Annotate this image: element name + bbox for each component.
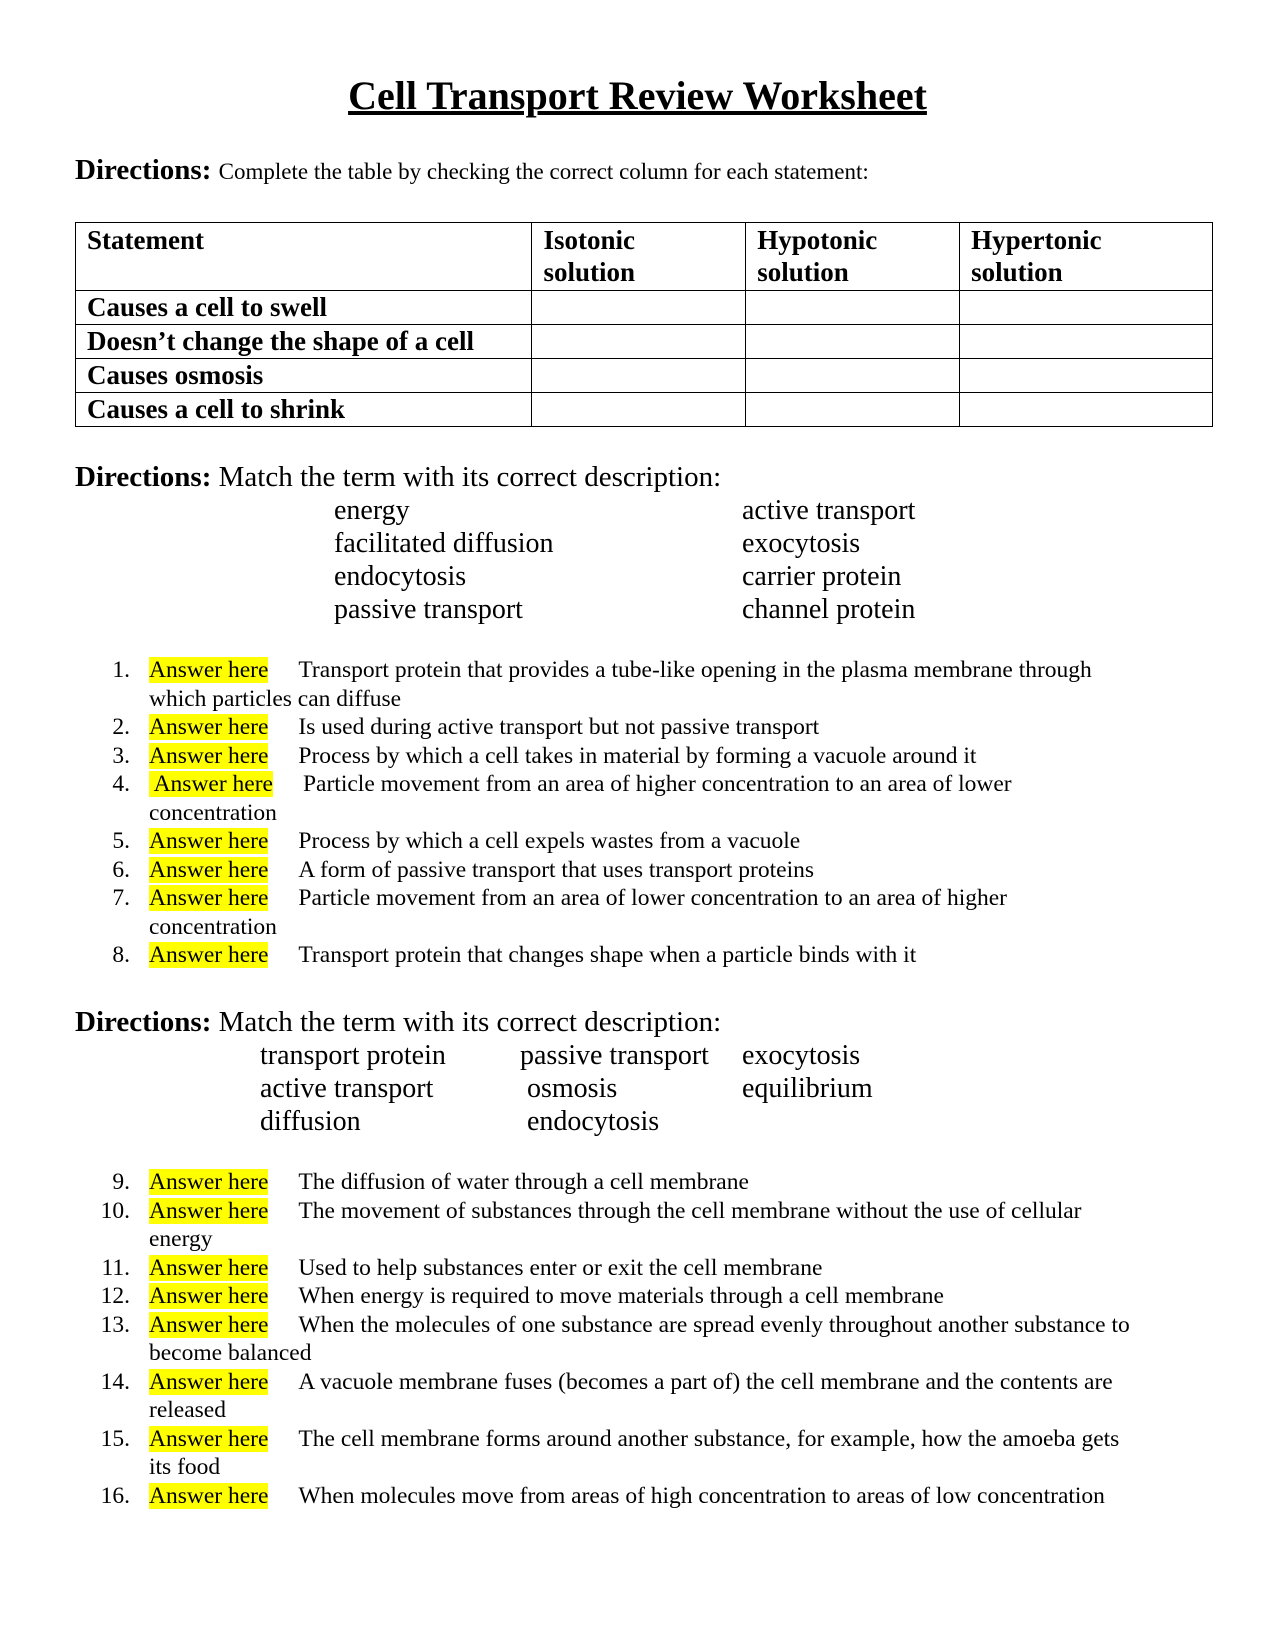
question-line (149, 941, 1205, 970)
question-list-2 (75, 1168, 1205, 1510)
question-line (149, 1311, 1205, 1340)
question-number: 14. (100, 1368, 130, 1395)
statement-cell: Causes osmosis (76, 359, 532, 393)
question-number: 11. (101, 1254, 130, 1281)
word-bank-term: channel protein (742, 594, 916, 625)
word-bank-term: active transport (260, 1073, 434, 1104)
word-bank-term: passive transport (334, 594, 523, 625)
question-list-1 (75, 656, 1205, 970)
directions-label: Directions: (75, 1006, 212, 1038)
hypotonic-check-cell[interactable] (746, 325, 960, 359)
directions-text: Match the term with its correct description: (218, 461, 722, 493)
answer-field[interactable]: Answer here (149, 771, 273, 797)
list-item (75, 770, 1205, 827)
question-description-continued: concentration (149, 913, 277, 940)
list-item (75, 1482, 1205, 1511)
question-line (149, 1425, 1205, 1454)
answer-field[interactable]: Answer here (149, 742, 269, 769)
word-bank-term: diffusion (260, 1106, 361, 1137)
word-bank-col2 (742, 494, 915, 626)
question-description: When the molecules of one substance are spread evenly throughout another substance to (298, 1311, 1130, 1338)
directions-label: Directions: (75, 154, 212, 186)
question-description: Process by which a cell takes in material by forming a vacuole around it (298, 742, 977, 769)
list-item (75, 656, 1205, 713)
question-number: 10. (100, 1197, 130, 1224)
directions-2 (75, 460, 721, 494)
question-description: A form of passive transport that uses transport proteins (298, 856, 815, 883)
hypotonic-check-cell[interactable] (746, 393, 960, 427)
question-line (149, 827, 1205, 856)
list-item (75, 856, 1205, 885)
list-item (75, 713, 1205, 742)
answer-field[interactable]: Answer here (149, 942, 269, 968)
question-number: 15. (100, 1425, 130, 1452)
question-number: 2. (112, 714, 130, 740)
answer-field[interactable]: Answer here (149, 1283, 269, 1309)
question-number: 12. (100, 1283, 130, 1309)
word-bank-col1 (260, 1039, 446, 1138)
question-description: The diffusion of water through a cell membrane (298, 1169, 749, 1195)
list-item (75, 1254, 1205, 1283)
header-statement: Statement (76, 223, 532, 291)
answer-field[interactable]: Answer here (149, 1368, 269, 1395)
word-bank-col1 (334, 494, 554, 626)
question-line (149, 1368, 1205, 1397)
word-bank-term: osmosis (527, 1073, 618, 1104)
table-row (76, 291, 1213, 325)
statement-cell: Doesn’t change the shape of a cell (76, 325, 532, 359)
question-description-continued: energy (149, 1226, 213, 1252)
question-description: Is used during active transport but not passive transport (298, 714, 820, 740)
header-hypotonic: Hypotonic solution (746, 223, 960, 291)
question-line (149, 1254, 1205, 1283)
answer-field[interactable]: Answer here (149, 1197, 269, 1224)
question-description: When molecules move from areas of high concentration to areas of low concentration (298, 1482, 1105, 1509)
question-description-continued: concentration (149, 799, 277, 826)
question-number: 3. (112, 742, 130, 769)
list-item (75, 827, 1205, 856)
question-description: Particle movement from an area of lower concentration to an area of higher (298, 885, 1008, 911)
hypertonic-check-cell[interactable] (960, 359, 1213, 393)
question-description: Particle movement from an area of higher concentration to an area of lower (302, 771, 1012, 797)
answer-field[interactable]: Answer here (149, 856, 269, 883)
word-bank-col3 (742, 1039, 873, 1105)
question-line (149, 742, 1205, 771)
word-bank-term: endocytosis (527, 1106, 660, 1137)
statement-cell: Causes a cell to swell (76, 291, 532, 325)
answer-field[interactable]: Answer here (149, 1425, 269, 1452)
hypertonic-check-cell[interactable] (960, 291, 1213, 325)
question-number: 7. (112, 885, 130, 911)
hypertonic-check-cell[interactable] (960, 393, 1213, 427)
hypotonic-check-cell[interactable] (746, 359, 960, 393)
list-item (75, 1168, 1205, 1197)
question-number: 5. (112, 828, 130, 854)
answer-field[interactable]: Answer here (149, 828, 269, 854)
question-line (149, 1282, 1205, 1311)
list-item (75, 1197, 1205, 1254)
question-number: 13. (100, 1311, 130, 1338)
question-number: 4. (112, 771, 130, 797)
directions-3 (75, 1005, 721, 1039)
list-item (75, 742, 1205, 771)
isotonic-check-cell[interactable] (532, 325, 746, 359)
word-bank-term: equilibrium (742, 1073, 873, 1104)
solution-table (75, 222, 1213, 427)
question-line (149, 656, 1205, 685)
answer-field[interactable]: Answer here (149, 1482, 269, 1509)
question-description: When energy is required to move materials through a cell membrane (298, 1283, 944, 1309)
list-item (75, 1425, 1205, 1482)
directions-1 (75, 153, 869, 189)
question-number: 8. (112, 942, 130, 968)
question-description-continued: which particles can diffuse (149, 685, 402, 712)
question-description-continued: released (149, 1397, 226, 1423)
list-item (75, 884, 1205, 941)
table-row (76, 393, 1213, 427)
isotonic-check-cell[interactable] (532, 393, 746, 427)
question-number: 6. (112, 856, 130, 883)
list-item (75, 1311, 1205, 1368)
header-hypertonic: Hypertonic solution (960, 223, 1213, 291)
question-description-continued: its food (149, 1454, 221, 1480)
question-number: 16. (100, 1482, 130, 1509)
table-row (76, 325, 1213, 359)
list-item (75, 1282, 1205, 1311)
question-description: Process by which a cell expels wastes from a vacuole (298, 828, 801, 854)
question-line (149, 1482, 1205, 1511)
word-bank-term: transport protein (260, 1040, 446, 1071)
question-number: 1. (112, 657, 130, 683)
question-line (149, 856, 1205, 885)
answer-field[interactable]: Answer here (149, 1169, 269, 1195)
isotonic-check-cell[interactable] (532, 291, 746, 325)
list-item (75, 1368, 1205, 1425)
word-bank-term: energy (334, 495, 410, 526)
word-bank-term: exocytosis (742, 528, 861, 559)
header-isotonic: Isotonic solution (532, 223, 746, 291)
table-row (76, 359, 1213, 393)
list-item (75, 941, 1205, 970)
directions-text: Match the term with its correct description: (218, 1006, 722, 1038)
table-header-row (76, 223, 1213, 291)
word-bank-term: carrier protein (742, 561, 902, 592)
question-description: The cell membrane forms around another substance, for example, how the amoeba gets (298, 1425, 1120, 1452)
question-description-continued: become balanced (149, 1340, 312, 1366)
answer-field[interactable]: Answer here (149, 657, 269, 683)
question-line (149, 1197, 1205, 1226)
hypotonic-check-cell[interactable] (746, 291, 960, 325)
question-description: Used to help substances enter or exit the cell membrane (298, 1254, 823, 1281)
answer-field[interactable]: Answer here (149, 714, 269, 740)
question-description: Transport protein that provides a tube-like opening in the plasma membrane through (298, 657, 1092, 683)
word-bank-term: passive transport (520, 1040, 709, 1071)
question-description: A vacuole membrane fuses (becomes a part of) the cell membrane and the contents are (298, 1368, 1113, 1395)
question-description: The movement of substances through the cell membrane without the use of cellular (298, 1197, 1082, 1224)
directions-text: Complete the table by checking the correct column for each statement: (218, 159, 869, 184)
question-description: Transport protein that changes shape when a particle binds with it (298, 942, 917, 968)
isotonic-check-cell[interactable] (532, 359, 746, 393)
question-line (149, 884, 1205, 913)
word-bank-term: endocytosis (334, 561, 467, 592)
word-bank-term: exocytosis (742, 1040, 861, 1071)
page-title: Cell Transport Review Worksheet (348, 73, 927, 118)
answer-field[interactable]: Answer here (149, 1311, 269, 1338)
directions-label: Directions: (75, 461, 212, 493)
word-bank-term: active transport (742, 495, 916, 526)
word-bank-col2 (520, 1039, 709, 1138)
question-number: 9. (112, 1169, 130, 1195)
question-line (149, 770, 1205, 799)
hypertonic-check-cell[interactable] (960, 325, 1213, 359)
answer-field[interactable]: Answer here (149, 885, 269, 911)
question-line (149, 713, 1205, 742)
statement-cell: Causes a cell to shrink (76, 393, 532, 427)
word-bank-term: facilitated diffusion (334, 528, 554, 559)
question-line (149, 1168, 1205, 1197)
answer-field[interactable]: Answer here (149, 1254, 269, 1281)
